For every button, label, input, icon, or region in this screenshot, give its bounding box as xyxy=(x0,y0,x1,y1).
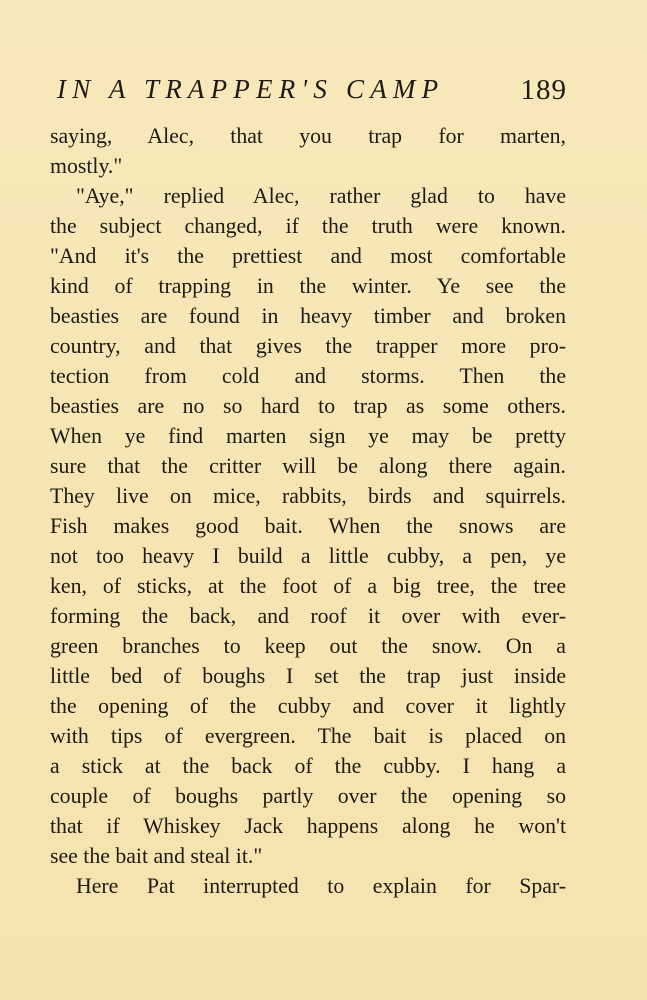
text-line: They live on mice, rabbits, birds and squirrels. xyxy=(50,484,566,508)
text-line: ken, of sticks, at the foot of a big tree, the tree xyxy=(50,574,566,598)
text-line: not too heavy I build a little cubby, a pen, ye xyxy=(50,544,566,568)
text-line: Here Pat interrupted to explain for Spar- xyxy=(76,874,566,898)
text-line: the opening of the cubby and cover it lightly xyxy=(50,694,566,718)
text-line: forming the back, and roof it over with ever- xyxy=(50,604,566,628)
running-title: IN A TRAPPER'S CAMP xyxy=(57,74,445,104)
text-line: the subject changed, if the truth were known. xyxy=(50,214,566,238)
text-line: a stick at the back of the cubby. I hang a xyxy=(50,754,566,778)
page-number: 189 xyxy=(520,74,567,106)
page-header xyxy=(57,74,567,114)
text-line: "And it's the prettiest and most comfortable xyxy=(50,244,566,268)
text-line: beasties are no so hard to trap as some others. xyxy=(50,394,566,418)
text-line: little bed of boughs I set the trap just inside xyxy=(50,664,566,688)
text-line: sure that the critter will be along there again. xyxy=(50,454,566,478)
text-line: beasties are found in heavy timber and broken xyxy=(50,304,566,328)
text-line: tection from cold and storms. Then the xyxy=(50,364,566,388)
text-line: green branches to keep out the snow. On a xyxy=(50,634,566,658)
text-line: kind of trapping in the winter. Ye see the xyxy=(50,274,566,298)
text-line: country, and that gives the trapper more pro- xyxy=(50,334,566,358)
text-line: couple of boughs partly over the opening so xyxy=(50,784,566,808)
text-line: mostly." xyxy=(50,154,123,178)
text-line: that if Whiskey Jack happens along he won't xyxy=(50,814,566,838)
text-line: When ye find marten sign ye may be pretty xyxy=(50,424,566,448)
text-line: Fish makes good bait. When the snows are xyxy=(50,514,566,538)
body-text xyxy=(50,121,566,901)
text-line: saying, Alec, that you trap for marten, xyxy=(50,124,566,148)
text-line: "Aye," replied Alec, rather glad to have xyxy=(76,184,566,208)
text-line: with tips of evergreen. The bait is placed on xyxy=(50,724,566,748)
text-line: see the bait and steal it." xyxy=(50,844,263,868)
